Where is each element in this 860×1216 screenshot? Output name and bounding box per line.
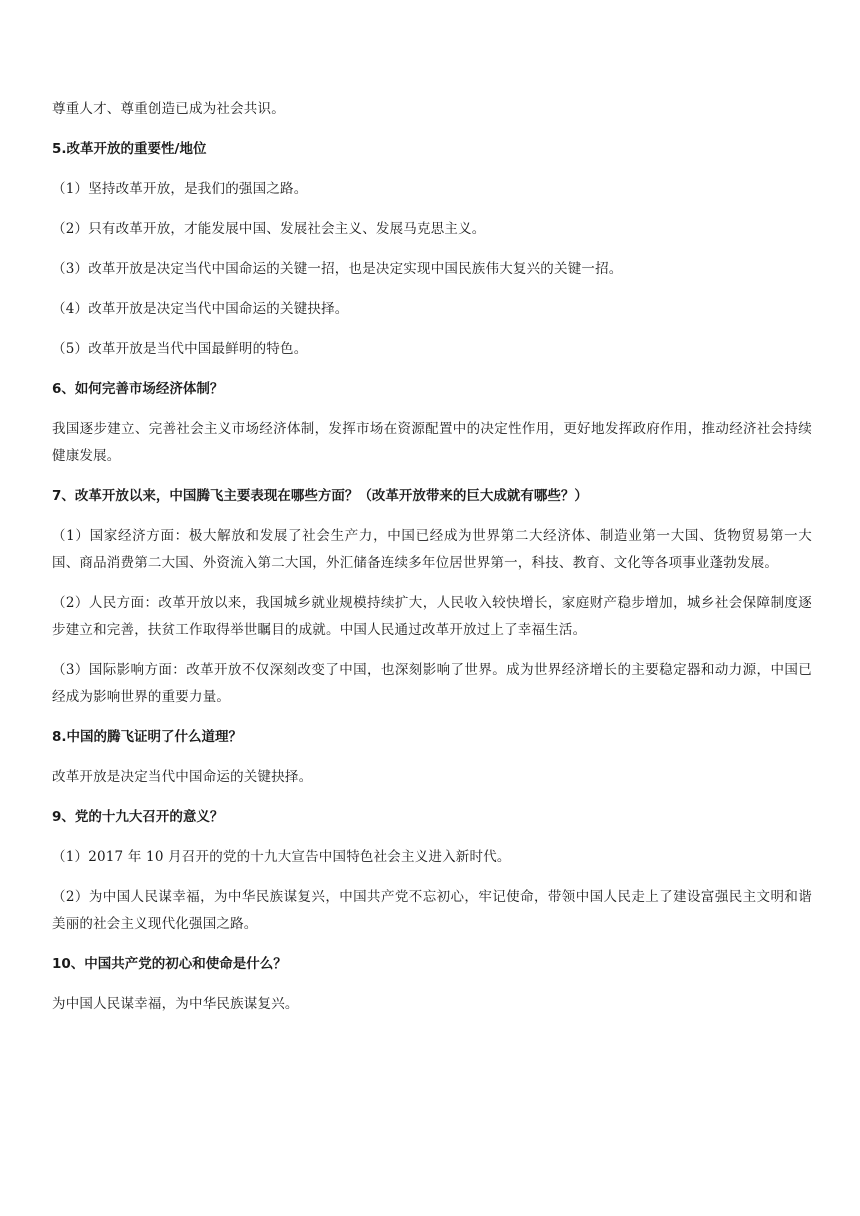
paragraph: 我国逐步建立、完善社会主义市场经济体制，发挥市场在资源配置中的决定性作用，更好地发挥政府作用，推动经济社会持续 健康发展。 — [52, 421, 812, 464]
list-item: （3）改革开放是决定当代中国命运的关键一招，也是决定实现中国民族伟大复兴的关键一招。 — [52, 261, 623, 277]
list-item: （2）只有改革开放，才能发展中国、发展社会主义、发展马克思主义。 — [52, 221, 486, 237]
section-heading: 5.改革开放的重要性/地位 — [52, 141, 207, 157]
list-item: （5）改革开放是当代中国最鲜明的特色。 — [52, 341, 308, 357]
list-item: （2）为中国人民谋幸福，为中华民族谋复兴，中国共产党不忘初心，牢记使命，带领中国人民走上了建设富强民主文明和谐美丽的社会主义现代化强国之路。 — [52, 889, 812, 932]
list-item: （2）人民方面：改革开放以来，我国城乡就业规模持续扩大，人民收入较快增长，家庭财产稳步增加，城乡社会保障制度逐步建立和完善，扶贫工作取得举世瞩目的成就。中国人民通过改革开放过上了幸福生活。 — [52, 595, 812, 638]
section-heading: 6、如何完善市场经济体制？ — [52, 381, 224, 397]
paragraph: 改革开放是决定当代中国命运的关键抉择。 — [52, 769, 313, 785]
list-item: （1）2017 年 10 月召开的党的十九大宣告中国特色社会主义进入新时代。 — [52, 849, 511, 865]
section-heading: 7、改革开放以来，中国腾飞主要表现在哪些方面？（改革开放带来的巨大成就有哪些？） — [52, 488, 588, 504]
list-item: （4）改革开放是决定当代中国命运的关键抉择。 — [52, 301, 349, 317]
paragraph: 尊重人才、尊重创造已成为社会共识。 — [52, 101, 285, 117]
list-item: （1）坚持改革开放，是我们的强国之路。 — [52, 181, 308, 197]
list-item: （3）国际影响方面：改革开放不仅深刻改变了中国，也深刻影响了世界。成为世界经济增长的主要稳定器和动力源，中国已经成为影响世界的重要力量。 — [52, 662, 812, 705]
document-page — [52, 96, 812, 1031]
section-heading: 9、党的十九大召开的意义？ — [52, 809, 224, 825]
list-item: （1）国家经济方面：极大解放和发展了社会生产力，中国已经成为世界第二大经济体、制造业第一大国、货物贸易第一大国、商品消费第二大国、外资流入第二大国，外汇储备连续多年位居世界第一，科技、教育、文化等各项事业蓬勃发展。 — [52, 528, 812, 571]
paragraph: 为中国人民谋幸福，为中华民族谋复兴。 — [52, 996, 299, 1012]
section-heading: 10、中国共产党的初心和使命是什么？ — [52, 956, 287, 972]
section-heading: 8.中国的腾飞证明了什么道理？ — [52, 729, 243, 745]
